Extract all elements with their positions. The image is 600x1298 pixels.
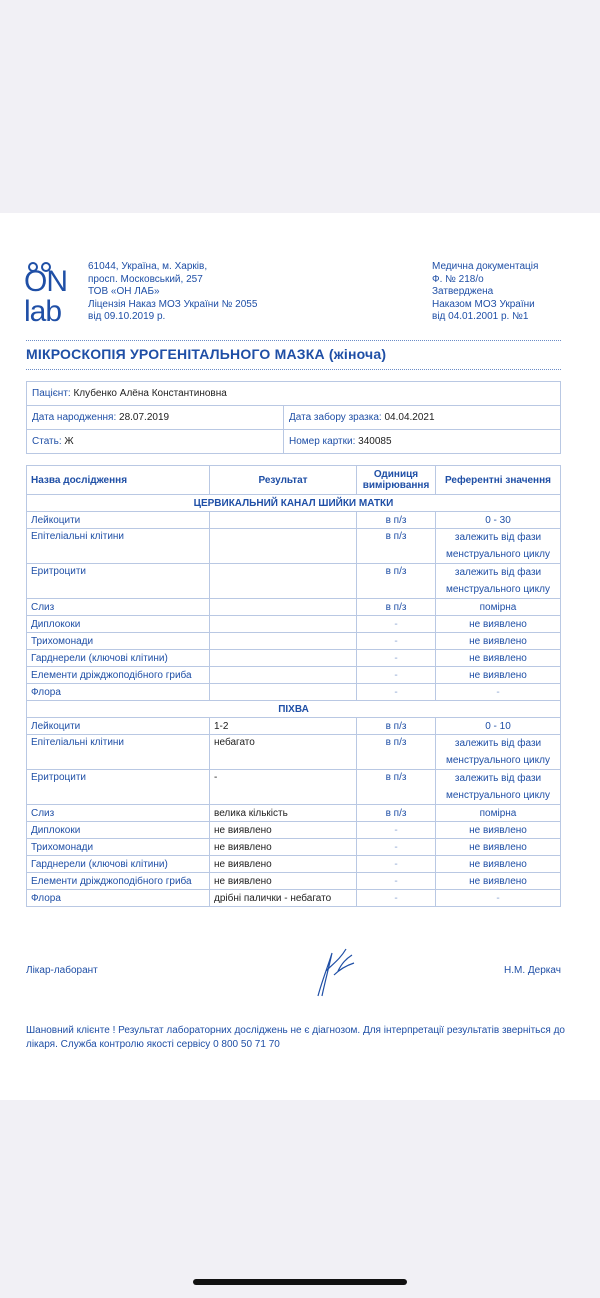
test-result: не виявлено bbox=[210, 822, 357, 839]
test-result: велика кількість bbox=[210, 805, 357, 822]
doctor-name: Н.М. Деркач bbox=[504, 965, 561, 976]
test-result: небагато bbox=[210, 735, 357, 770]
results-table bbox=[26, 465, 561, 907]
sex-value: Ж bbox=[64, 436, 74, 447]
card-cell: Номер картки: 340085 bbox=[284, 430, 561, 454]
table-row bbox=[27, 667, 561, 684]
address-line: Ліцензія Наказ МОЗ України № 2055 bbox=[88, 298, 258, 310]
test-unit: в п/з bbox=[357, 718, 436, 735]
test-result: не виявлено bbox=[210, 839, 357, 856]
test-name: Лейкоцити bbox=[27, 512, 210, 529]
table-row bbox=[27, 684, 561, 701]
card-value: 340085 bbox=[358, 436, 392, 447]
table-row bbox=[27, 873, 561, 890]
test-reference: помірна bbox=[436, 805, 561, 822]
test-reference: не виявлено bbox=[436, 873, 561, 890]
address-line: просп. Московський, 257 bbox=[88, 273, 203, 285]
test-name: Еритроцити bbox=[27, 770, 210, 805]
test-name: Гарднерели (ключові клітини) bbox=[27, 856, 210, 873]
test-reference: не виявлено bbox=[436, 667, 561, 684]
test-result: 1-2 bbox=[210, 718, 357, 735]
med-doc-line: від 04.01.2001 р. №1 bbox=[432, 311, 529, 322]
logo-line1: ON bbox=[24, 265, 67, 298]
test-reference: не виявлено bbox=[436, 616, 561, 633]
address-line: ТОВ «ОН ЛАБ» bbox=[88, 286, 160, 297]
test-reference: залежить від фази менструального циклу bbox=[436, 529, 561, 564]
sex-cell: Стать: Ж bbox=[27, 430, 284, 454]
logo-line2: lab bbox=[24, 295, 62, 328]
test-result: не виявлено bbox=[210, 873, 357, 890]
test-reference: 0 - 30 bbox=[436, 512, 561, 529]
test-unit: в п/з bbox=[357, 512, 436, 529]
table-row bbox=[27, 839, 561, 856]
test-reference: - bbox=[436, 890, 561, 907]
test-name: Флора bbox=[27, 890, 210, 907]
table-row bbox=[27, 529, 561, 564]
home-indicator[interactable] bbox=[193, 1279, 407, 1285]
test-result bbox=[210, 616, 357, 633]
test-unit: в п/з bbox=[357, 599, 436, 616]
test-reference: - bbox=[436, 684, 561, 701]
signature bbox=[308, 941, 358, 1001]
section-header-row bbox=[27, 495, 561, 512]
test-unit: - bbox=[357, 650, 436, 667]
table-row bbox=[27, 822, 561, 839]
doctor-label: Лікар-лаборант bbox=[26, 965, 98, 976]
test-unit: - bbox=[357, 684, 436, 701]
test-name: Гарднерели (ключові клітини) bbox=[27, 650, 210, 667]
test-name: Слиз bbox=[27, 599, 210, 616]
test-name: Диплококи bbox=[27, 616, 210, 633]
report-title: МІКРОСКОПІЯ УРОГЕНІТАЛЬНОГО МАЗКА (жіноча) bbox=[26, 346, 387, 362]
test-result bbox=[210, 512, 357, 529]
med-doc-line: Наказом МОЗ України bbox=[432, 298, 535, 310]
test-result bbox=[210, 633, 357, 650]
medical-doc-info bbox=[432, 261, 538, 324]
test-unit: в п/з bbox=[357, 529, 436, 564]
test-unit: - bbox=[357, 890, 436, 907]
test-name: Еритроцити bbox=[27, 564, 210, 599]
test-unit: - bbox=[357, 856, 436, 873]
lab-address bbox=[88, 261, 257, 324]
divider bbox=[26, 369, 561, 370]
table-row bbox=[27, 770, 561, 805]
header-unit: Одиниця вимірювання bbox=[357, 466, 436, 495]
med-doc-line: Ф. № 218/о bbox=[432, 273, 484, 285]
test-reference: 0 - 10 bbox=[436, 718, 561, 735]
onlab-logo bbox=[24, 259, 72, 329]
test-result bbox=[210, 564, 357, 599]
disclaimer-note: Шановний клієнте ! Результат лабораторних досліджень не є діагнозом. Для інтерпретації результатів зверніться до лікаря. Служба контролю якості сервісу 0 800 50 71 70 bbox=[26, 1025, 565, 1050]
divider bbox=[26, 340, 561, 341]
test-unit: - bbox=[357, 633, 436, 650]
table-row bbox=[27, 718, 561, 735]
table-row bbox=[27, 616, 561, 633]
test-name: Елементи дріжджоподібного гриба bbox=[27, 667, 210, 684]
address-line: 61044, Україна, м. Харків, bbox=[88, 261, 208, 272]
test-name: Флора bbox=[27, 684, 210, 701]
test-unit: - bbox=[357, 667, 436, 684]
table-row bbox=[27, 633, 561, 650]
test-result bbox=[210, 684, 357, 701]
header-reference: Референтні значення bbox=[436, 466, 561, 495]
test-name: Елементи дріжджоподібного гриба bbox=[27, 873, 210, 890]
patient-name-cell: Пацієнт: Клубенко Алёна Константиновна bbox=[27, 382, 561, 406]
test-name: Слиз bbox=[27, 805, 210, 822]
test-reference: не виявлено bbox=[436, 839, 561, 856]
section-title: ПІХВА bbox=[27, 701, 561, 718]
test-result bbox=[210, 667, 357, 684]
test-reference: залежить від фази менструального циклу bbox=[436, 735, 561, 770]
test-unit: в п/з bbox=[357, 735, 436, 770]
test-reference: помірна bbox=[436, 599, 561, 616]
table-row bbox=[27, 564, 561, 599]
table-row bbox=[27, 805, 561, 822]
table-row bbox=[27, 512, 561, 529]
header-test-name: Назва дослідження bbox=[27, 466, 210, 495]
section-title: ЦЕРВИКАЛЬНИЙ КАНАЛ ШИЙКИ МАТКИ bbox=[27, 495, 561, 512]
test-unit: в п/з bbox=[357, 770, 436, 805]
test-unit: - bbox=[357, 616, 436, 633]
table-row bbox=[27, 735, 561, 770]
test-unit: - bbox=[357, 839, 436, 856]
test-reference: залежить від фази менструального циклу bbox=[436, 770, 561, 805]
test-result: - bbox=[210, 770, 357, 805]
section-header-row bbox=[27, 701, 561, 718]
test-name: Епітеліальні клітини bbox=[27, 529, 210, 564]
dob-cell: Дата народження: 28.07.2019 bbox=[27, 406, 284, 430]
test-result bbox=[210, 650, 357, 667]
sample-date-value: 04.04.2021 bbox=[384, 412, 435, 423]
table-row bbox=[27, 650, 561, 667]
test-reference: залежить від фази менструального циклу bbox=[436, 564, 561, 599]
med-doc-line: Затверджена bbox=[432, 286, 494, 297]
patient-name: Клубенко Алёна Константиновна bbox=[73, 388, 227, 399]
test-name: Диплококи bbox=[27, 822, 210, 839]
test-result bbox=[210, 599, 357, 616]
address-line: від 09.10.2019 р. bbox=[88, 311, 166, 322]
patient-info-table bbox=[26, 381, 561, 454]
header-result: Результат bbox=[210, 466, 357, 495]
test-name: Трихомонади bbox=[27, 633, 210, 650]
test-unit: в п/з bbox=[357, 805, 436, 822]
med-doc-line: Медична документація bbox=[432, 261, 539, 272]
test-result: не виявлено bbox=[210, 856, 357, 873]
test-result bbox=[210, 529, 357, 564]
lab-report-page bbox=[0, 213, 600, 1100]
test-reference: не виявлено bbox=[436, 822, 561, 839]
sample-date-cell: Дата забору зразка: 04.04.2021 bbox=[284, 406, 561, 430]
test-reference: не виявлено bbox=[436, 650, 561, 667]
test-name: Трихомонади bbox=[27, 839, 210, 856]
dob-value: 28.07.2019 bbox=[119, 412, 170, 423]
test-reference: не виявлено bbox=[436, 856, 561, 873]
test-reference: не виявлено bbox=[436, 633, 561, 650]
test-unit: - bbox=[357, 822, 436, 839]
test-name: Лейкоцити bbox=[27, 718, 210, 735]
test-name: Епітеліальні клітини bbox=[27, 735, 210, 770]
table-row bbox=[27, 599, 561, 616]
table-row bbox=[27, 890, 561, 907]
test-result: дрібні палички - небагато bbox=[210, 890, 357, 907]
test-unit: в п/з bbox=[357, 564, 436, 599]
test-unit: - bbox=[357, 873, 436, 890]
table-row bbox=[27, 856, 561, 873]
